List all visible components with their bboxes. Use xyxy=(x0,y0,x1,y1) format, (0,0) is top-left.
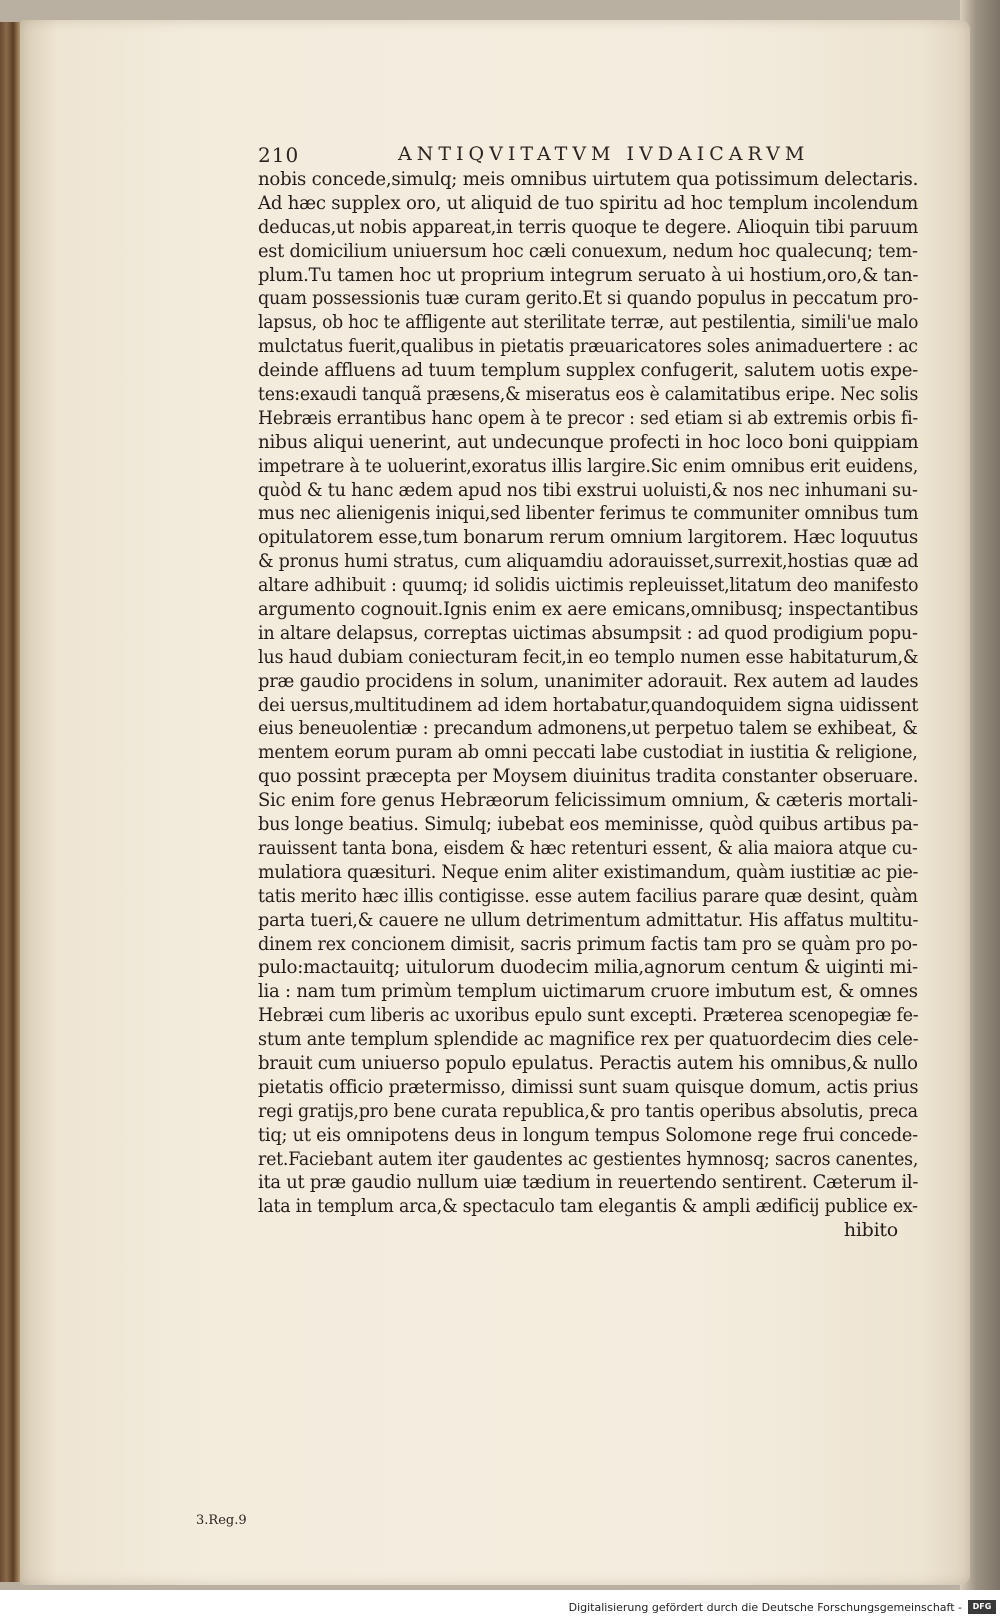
text-line: lapsus, ob hoc te affligente aut sterilitate terræ, aut pestilentia, simili'ue malo xyxy=(258,311,919,334)
text-line: mulctatus fuerit,qualibus in pietatis præuaricatores soles animaduertere : ac xyxy=(258,335,918,358)
text-line: mus nec alienigenis iniqui,sed libenter ferimus te communiter omnibus tum xyxy=(258,502,919,525)
text-line: ret.Faciebant autem iter gaudentes ac gestientes hymnosq; sacros canentes, xyxy=(258,1147,919,1170)
text-line: altare adhibuit : quumq; id solidis uictimis repleuisset,litatum deo manifesto xyxy=(258,574,919,597)
text-line: nobis concede,simulq; meis omnibus uirtutem qua potissimum delectaris. xyxy=(258,168,919,190)
footer-credit: Digitalisierung gefördert durch die Deutsche Forschungsgemeinschaft - xyxy=(568,1601,962,1614)
text-line: parta tueri,& cauere ne ullum detrimentum admittatur. His affatus multitu- xyxy=(258,908,919,931)
running-title: ANTIQVITATVM IVDAICARVM xyxy=(398,143,810,165)
text-line: & pronus humi stratus, cum aliquamdiu adorauisset,surrexit,hostias quæ ad xyxy=(258,550,919,573)
text-line: regi gratijs,pro bene curata republica,& pro tantis operibus absolutis, preca xyxy=(258,1099,918,1122)
text-line: hibito xyxy=(843,1219,898,1242)
text-line: nibus aliqui uenerint, aut undecunque profecti in hoc loco boni quippiam xyxy=(258,430,919,453)
text-line: mulatiora quæsituri. Neque enim aliter existimandum, quàm iustitiæ ac pie- xyxy=(258,860,919,883)
text-line: lus haud dubiam coniecturam fecit,in eo templo numen esse habitaturum,& xyxy=(258,645,919,668)
text-line: tatis merito hæc illis contigisse. esse autem facilius parare quæ desint, quàm xyxy=(258,884,918,907)
text-line: lia : nam tum primùm templum uictimarum cruore imbutum est, & omnes xyxy=(258,980,918,1003)
book-spine-edge xyxy=(0,22,22,1582)
text-line: impetrare à te uoluerint,exoratus illis largire.Sic enim omnibus erit euidens, xyxy=(258,454,919,477)
footer-bar xyxy=(0,1598,1000,1623)
text-line: ita ut præ gaudio nullum uiæ tædium in reuertendo sentirent. Cæterum il- xyxy=(258,1171,919,1194)
text-line: mentem eorum puram ab omni peccati labe custodiat in iustitia & religione, xyxy=(258,741,918,764)
text-line: est domicilium uniuersum hoc cæli conuexum, nedum hoc qualecunq; tem- xyxy=(258,239,918,262)
text-line: quo possint præcepta per Moysem diuinitus tradita constanter obseruare. xyxy=(258,765,919,788)
text-line: tens:exaudi tanquã præsens,& miseratus eos è calamitatibus eripe. Nec solis xyxy=(258,383,919,406)
text-line: Hebræi cum liberis ac uxoribus epulo sunt excepti. Præterea scenopegiæ fe- xyxy=(258,1004,919,1027)
text-line: dinem rex concionem dimisit, sacris primum factis tam pro se quàm pro po- xyxy=(258,932,918,955)
text-line: opitulatorem esse,tum bonarum rerum omnium largitorem. Hæc loquutus xyxy=(258,526,919,549)
text-line: pulo:mactauitq; uitulorum duodecim milia,agnorum centum & uiginti mi- xyxy=(258,956,918,979)
text-line: quam possessionis tuæ curam gerito.Et si quando populus in peccatum pro- xyxy=(258,287,919,310)
text-line: Hebræis errantibus hanc opem à te precor : sed etiam si ab extremis orbis fi- xyxy=(258,406,919,429)
text-line: plum.Tu tamen hoc ut proprium integrum seruato à ui hostium,oro,& tan- xyxy=(258,263,919,286)
text-line: deinde affluens ad tuum templum supplex confugerit, salutem uotis expe- xyxy=(258,359,919,382)
text-line: Ad hæc supplex oro, ut aliquid de tuo spiritu ad hoc templum incolendum xyxy=(258,191,918,214)
text-line: rauissent tanta bona, eisdem & hæc retenturi essent, & alia maiora atque cu- xyxy=(258,836,918,859)
text-line: stum ante templum splendide ac magnifice rex per quatuordecim dies cele- xyxy=(258,1028,919,1051)
text-line: quòd & tu hanc ædem apud nos tibi exstrui uoluisti,& nos nec inhumani su- xyxy=(258,478,918,501)
text-line: eius beneuolentiæ : precandum admonens,ut perpetuo talem se exhibeat, & xyxy=(258,717,918,740)
margin-note: 3.Reg.9 xyxy=(196,1513,247,1528)
text-line: deducas,ut nobis appareat,in terris quoque te degere. Alioquin tibi paruum xyxy=(258,215,919,238)
page-number: 210 xyxy=(258,143,300,167)
text-line: brauit cum uniuerso populo epulatus. Peractis autem his omnibus,& nullo xyxy=(258,1051,918,1074)
text-line: dei uersus,multitudinem ad idem hortabatur,quandoquidem signa uidissent xyxy=(258,693,919,716)
text-line: bus longe beatius. Simulq; iubebat eos meminisse, quòd quibus artibus pa- xyxy=(258,813,919,836)
text-line: lata in templum arca,& spectaculo tam elegantis & ampli ædificij publice ex- xyxy=(258,1195,918,1218)
dfg-logo: DFG xyxy=(968,1600,996,1614)
text-line: Sic enim fore genus Hebræorum felicissimum omnium, & cæteris mortali- xyxy=(258,789,918,812)
text-line: tiq; ut eis omnipotens deus in longum tempus Solomone rege frui concede- xyxy=(258,1123,918,1146)
body-text xyxy=(258,168,938,1243)
running-head xyxy=(258,143,818,169)
text-line: pietatis officio prætermisso, dimissi sunt suam quisque domum, actis prius xyxy=(258,1075,919,1098)
text-line: in altare delapsus, correptas uictimas absumpsit : ad quod prodigium popu- xyxy=(258,621,918,644)
text-line: præ gaudio procidens in solum, unanimiter adorauit. Rex autem ad laudes xyxy=(258,669,919,692)
text-line: argumento cognouit.Ignis enim ex aere emicans,omnibusq; inspectantibus xyxy=(258,598,919,621)
